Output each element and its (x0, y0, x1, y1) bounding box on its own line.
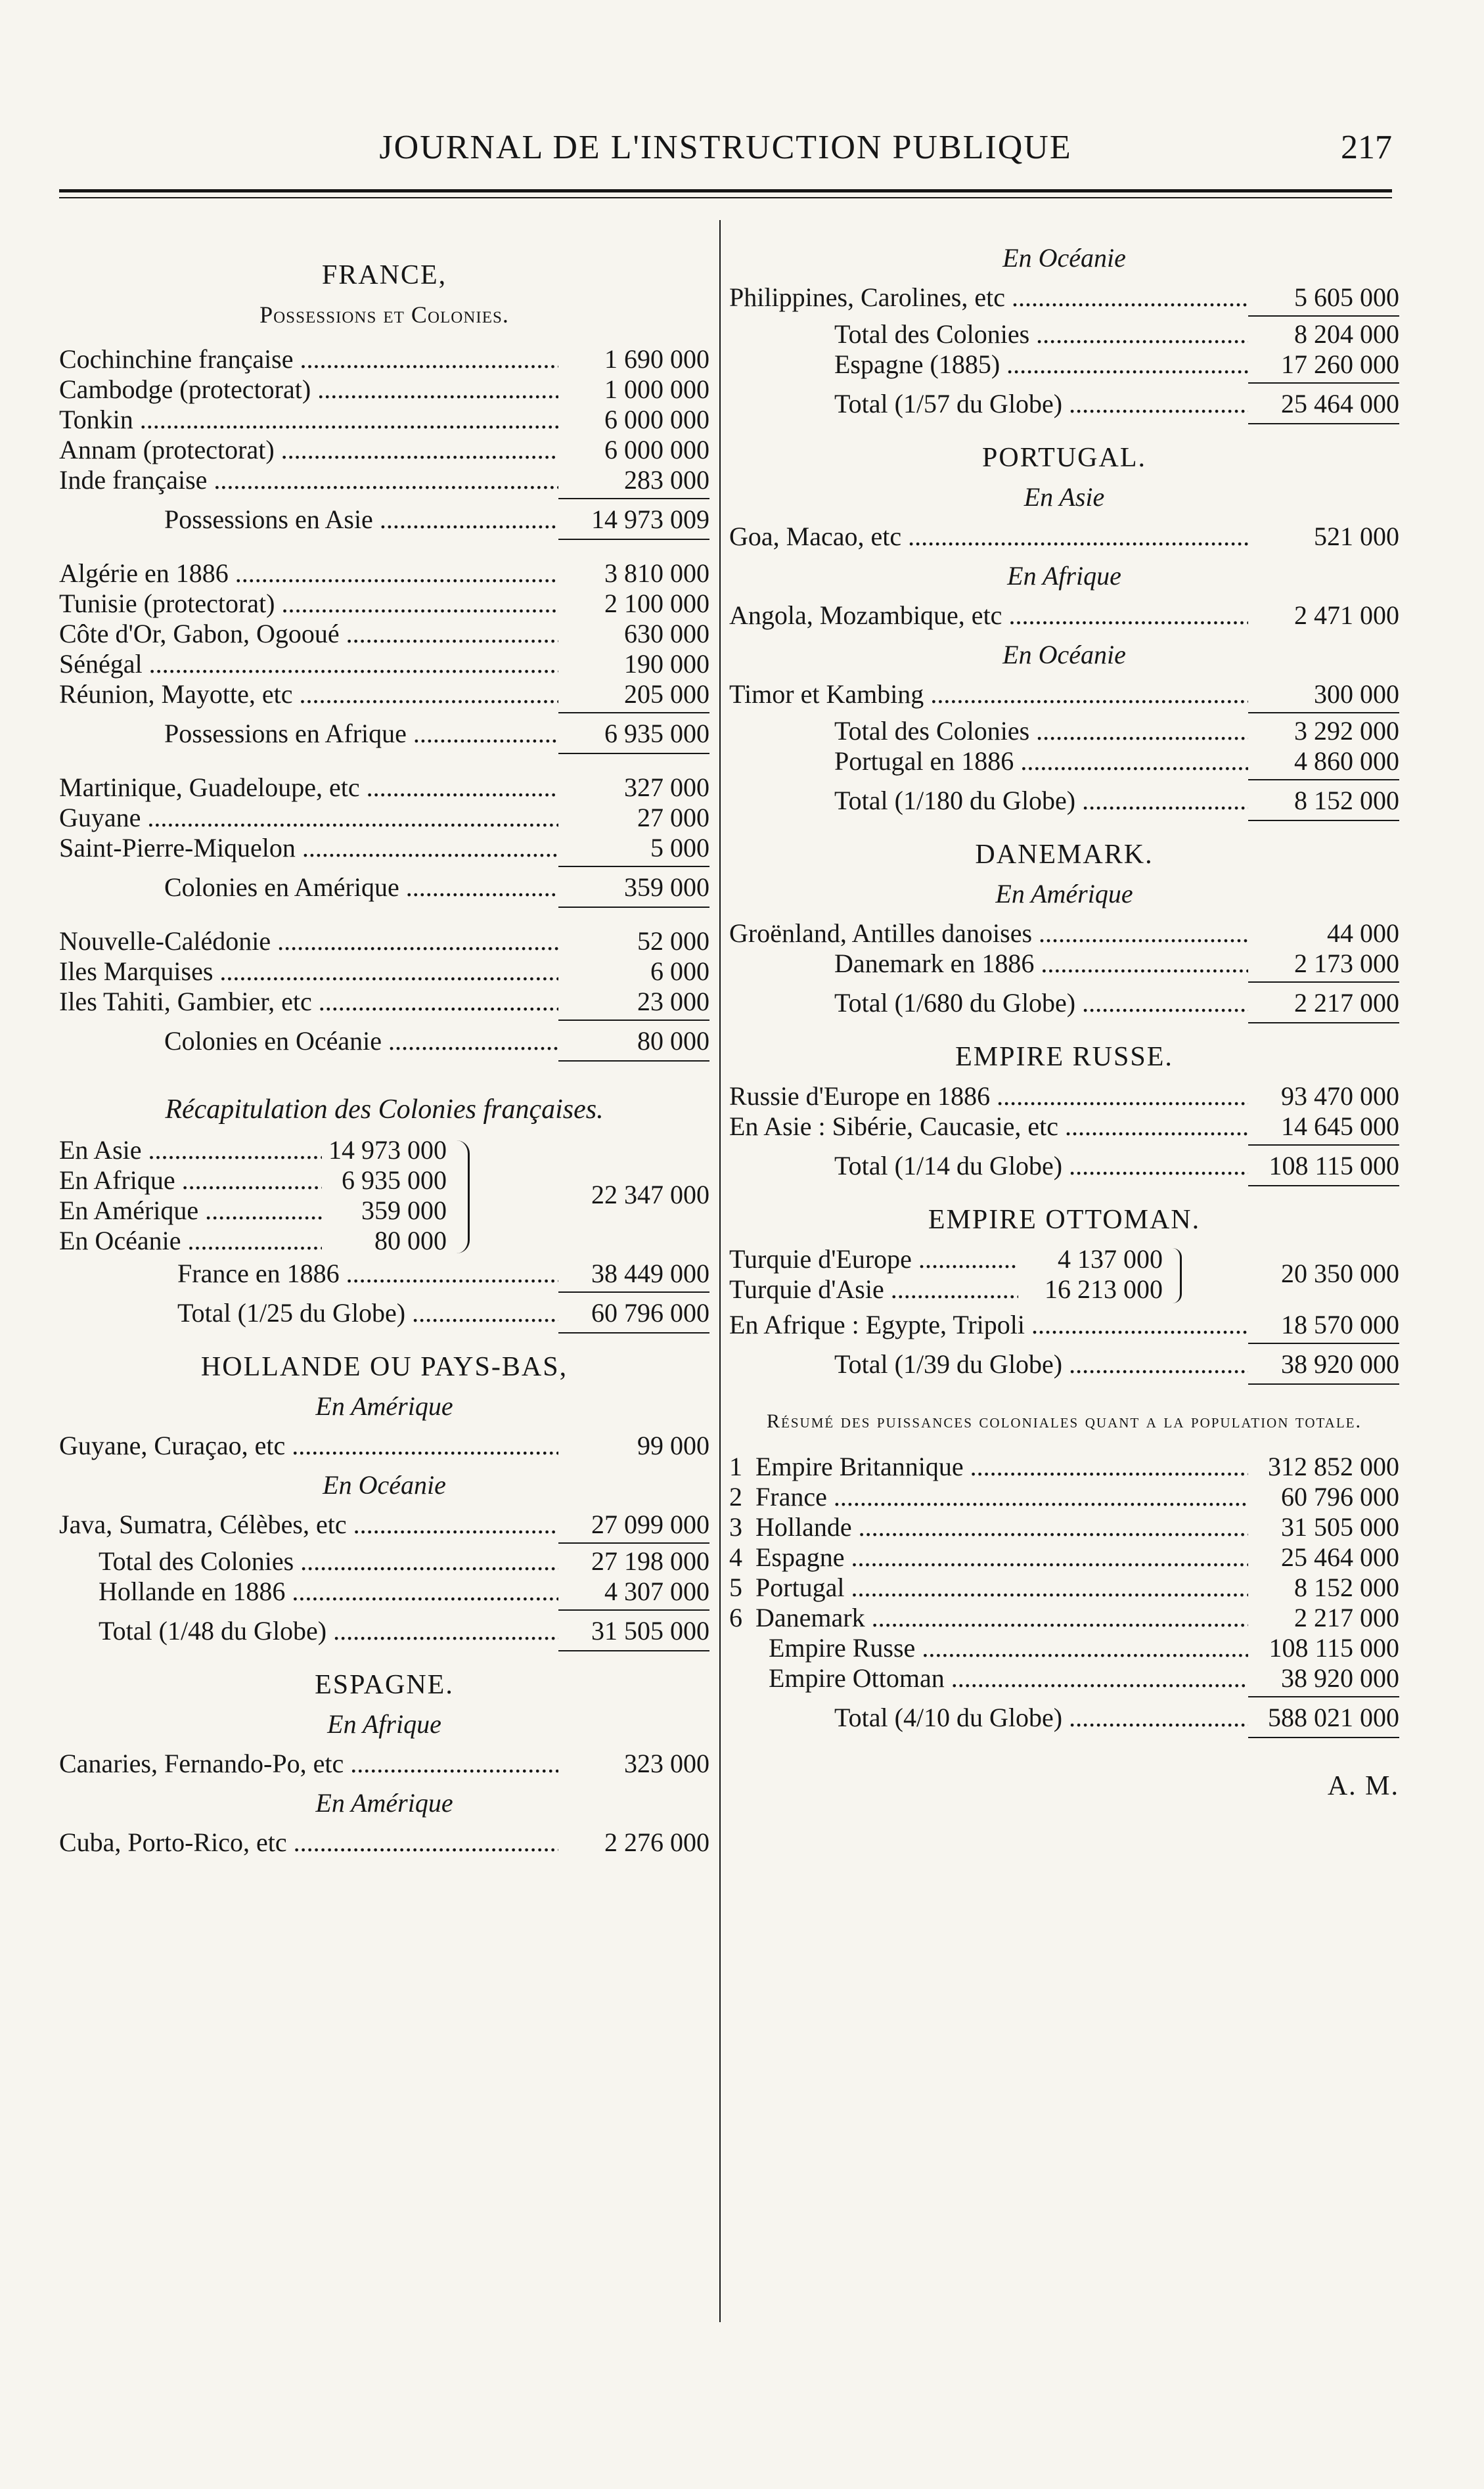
france-oceanie-list (59, 926, 709, 1017)
total-row: Total (1/57 du Globe) ..... 25 464 000 (729, 389, 1399, 419)
total-rule (1248, 820, 1399, 821)
table-row: Guyane ..... 27 000 (59, 803, 709, 833)
table-row: Iles Tahiti, Gambier, etc ..... 23 000 (59, 987, 709, 1017)
sum-rule (1248, 1343, 1399, 1344)
france-subtitle: Possessions et Colonies. (259, 302, 509, 328)
espagne-afrique-head: En Afrique (327, 1709, 441, 1739)
total-rule (558, 753, 709, 754)
table-row: Cuba, Porto-Rico, etc ..... 2 276 000 (59, 1828, 709, 1858)
table-row: France en 1886 ..... 38 449 000 (59, 1259, 709, 1289)
table-row: Goa, Macao, etc ..... 521 000 (729, 522, 1399, 552)
table-row: Java, Sumatra, Célèbes, etc ..... 27 099 000 (59, 1510, 709, 1540)
total-rule (558, 539, 709, 540)
journal-title: JOURNAL DE L'INSTRUCTION PUBLIQUE (379, 129, 1072, 166)
recap-row: En Asie ..... 14 973 000 (59, 1135, 709, 1165)
sum-rule (558, 1291, 709, 1293)
table-row: Espagne (1885) ..... 17 260 000 (729, 349, 1399, 380)
table-row: Cochinchine française ..... 1 690 000 (59, 344, 709, 374)
total-row: Total (1/680 du Globe) ..... 2 217 000 (729, 988, 1399, 1018)
header-rule-thin (59, 197, 1392, 198)
table-row: Algérie en 1886 ..... 3 810 000 (59, 558, 709, 589)
subtotal-row: Possessions en Afrique ..... 6 935 000 (59, 719, 709, 749)
table-row: Philippines, Carolines, etc ..... 5 605 000 (729, 282, 1399, 313)
sum-rule (558, 1609, 709, 1611)
table-row: Côte d'Or, Gabon, Ogooué ..... 630 000 (59, 619, 709, 649)
total-rule (1248, 423, 1399, 424)
total-rule (558, 1060, 709, 1062)
list-item: 4 Espagne ..... 25 464 000 (729, 1542, 1399, 1573)
recap-row: En Amérique ..... 359 000 (59, 1196, 709, 1226)
sum-rule (558, 498, 709, 499)
table-row: Tunisie (protectorat) ..... 2 100 000 (59, 589, 709, 619)
list-item: 1 Empire Britannique ..... 312 852 000 (729, 1452, 1399, 1482)
table-row: En Afrique : Egypte, Tripoli ..... 18 570 000 (729, 1310, 1399, 1340)
header-rule (59, 189, 1392, 192)
table-row: Annam (protectorat) ..... 6 000 000 (59, 435, 709, 465)
portugal-title: PORTUGAL. (982, 443, 1146, 473)
table-row: Turquie d'Asie ..... 16 213 000 (729, 1274, 1399, 1305)
table-row: Russie d'Europe en 1886 ..... 93 470 000 (729, 1081, 1399, 1111)
france-amerique-list (59, 773, 709, 863)
resume-title: Résumé des puissances coloniales quant a la population totale. (767, 1410, 1362, 1432)
total-row: Total (1/25 du Globe) ..... 60 796 000 (59, 1298, 709, 1328)
ottoman-sum: 20 350 000 (1281, 1259, 1399, 1288)
table-row: Danemark en 1886 ..... 2 173 000 (729, 949, 1399, 979)
sum-rule (1248, 712, 1399, 713)
france-afrique-list (59, 558, 709, 709)
recap-title: Récapitulation des Colonies françaises. (165, 1094, 604, 1125)
sum-rule (1248, 1144, 1399, 1146)
table-row: Tonkin ..... 6 000 000 (59, 405, 709, 435)
sum-rule (558, 1020, 709, 1021)
column-separator (719, 220, 721, 2322)
sum-rule (1248, 981, 1399, 983)
danemark-amerique-head: En Amérique (995, 879, 1133, 908)
subtotal-row: Colonies en Océanie ..... 80 000 (59, 1026, 709, 1056)
portugal-asie-head: En Asie (1023, 482, 1105, 512)
list-item: 5 Portugal ..... 8 152 000 (729, 1573, 1399, 1603)
table-row: Canaries, Fernando-Po, etc ..... 323 000 (59, 1749, 709, 1779)
table-row: Cambodge (protectorat) ..... 1 000 000 (59, 374, 709, 405)
sum-rule (1248, 315, 1399, 317)
sum-rule (1248, 382, 1399, 384)
hollande-oceanie-head: En Océanie (323, 1470, 446, 1500)
table-row: Guyane, Curaçao, etc ..... 99 000 (59, 1431, 709, 1461)
recap-sum: 22 347 000 (591, 1180, 709, 1209)
total-rule (558, 907, 709, 908)
list-item: 6 Danemark ..... 2 217 000 (729, 1603, 1399, 1633)
sum-rule (1248, 1696, 1399, 1697)
espagne-title: ESPAGNE. (315, 1670, 454, 1700)
total-row: Total (1/48 du Globe) ..... 31 505 000 (59, 1616, 709, 1646)
table-row: Nouvelle-Calédonie ..... 52 000 (59, 926, 709, 956)
sum-rule (558, 1542, 709, 1544)
total-rule (1248, 1737, 1399, 1738)
total-rule (558, 1332, 709, 1334)
table-row: Iles Marquises ..... 6 000 (59, 956, 709, 987)
espagne-oceanie-head: En Océanie (1002, 243, 1126, 273)
hollande-amerique-head: En Amérique (315, 1391, 453, 1421)
portugal-afrique-head: En Afrique (1007, 561, 1121, 591)
sum-rule (558, 866, 709, 867)
table-row: Timor et Kambing ..... 300 000 (729, 679, 1399, 709)
table-row: Inde française ..... 283 000 (59, 465, 709, 495)
list-item: Empire Russe ..... 108 115 000 (729, 1633, 1399, 1663)
ottoman-title: EMPIRE OTTOMAN. (928, 1205, 1201, 1235)
table-row: Hollande en 1886 ..... 4 307 000 (59, 1577, 709, 1607)
table-row: Total des Colonies ..... 3 292 000 (729, 716, 1399, 746)
right-column (729, 243, 1399, 1801)
recap-block (59, 1135, 709, 1259)
total-row: Total (1/39 du Globe) ..... 38 920 000 (729, 1349, 1399, 1379)
left-column (59, 243, 709, 1858)
russie-title: EMPIRE RUSSE. (955, 1042, 1173, 1072)
table-row: Turquie d'Europe ..... 4 137 000 (729, 1244, 1399, 1274)
subtotal-row: Possessions en Asie ..... 14 973 009 (59, 505, 709, 535)
table-row: Réunion, Mayotte, etc ..... 205 000 (59, 679, 709, 709)
table-row: Portugal en 1886 ..... 4 860 000 (729, 746, 1399, 776)
table-row: En Asie : Sibérie, Caucasie, etc ..... 14 645 000 (729, 1111, 1399, 1142)
table-row: Total des Colonies ..... 8 204 000 (729, 319, 1399, 349)
recap-row: En Afrique ..... 6 935 000 (59, 1165, 709, 1196)
list-item: Empire Ottoman ..... 38 920 000 (729, 1663, 1399, 1693)
total-row: Total (4/10 du Globe) ..... 588 021 000 (729, 1703, 1399, 1733)
hollande-title: HOLLANDE OU PAYS-BAS, (200, 1352, 568, 1382)
table-row: Martinique, Guadeloupe, etc ..... 327 000 (59, 773, 709, 803)
ottoman-turquie-block (729, 1244, 1399, 1310)
resume-list (729, 1452, 1399, 1693)
page-number: 217 (1341, 129, 1392, 166)
sum-rule (558, 712, 709, 713)
france-asie-list (59, 344, 709, 495)
table-row: Total des Colonies ..... 27 198 000 (59, 1546, 709, 1577)
table-row: Groënland, Antilles danoises ..... 44 000 (729, 918, 1399, 949)
brace (1171, 1248, 1182, 1303)
recap-row: En Océanie ..... 80 000 (59, 1226, 709, 1256)
list-item: 2 France ..... 60 796 000 (729, 1482, 1399, 1512)
total-rule (1248, 1185, 1399, 1186)
signature: A. M. (1327, 1771, 1399, 1801)
list-item: 3 Hollande ..... 31 505 000 (729, 1512, 1399, 1542)
table-row: Angola, Mozambique, etc ..... 2 471 000 (729, 600, 1399, 631)
espagne-amerique-head: En Amérique (315, 1788, 453, 1818)
table-row: Saint-Pierre-Miquelon ..... 5 000 (59, 833, 709, 863)
france-title: FRANCE, (321, 260, 447, 290)
table-row: Sénégal ..... 190 000 (59, 649, 709, 679)
total-rule (1248, 1022, 1399, 1023)
portugal-oceanie-head: En Océanie (1002, 640, 1126, 669)
subtotal-row: Colonies en Amérique ..... 359 000 (59, 872, 709, 903)
sum-rule (1248, 779, 1399, 780)
danemark-title: DANEMARK. (975, 840, 1154, 870)
page-header (59, 128, 1392, 181)
total-row: Total (1/180 du Globe) ..... 8 152 000 (729, 786, 1399, 816)
brace (455, 1140, 470, 1253)
total-rule (558, 1650, 709, 1651)
total-rule (1248, 1383, 1399, 1385)
total-row: Total (1/14 du Globe) ..... 108 115 000 (729, 1151, 1399, 1181)
